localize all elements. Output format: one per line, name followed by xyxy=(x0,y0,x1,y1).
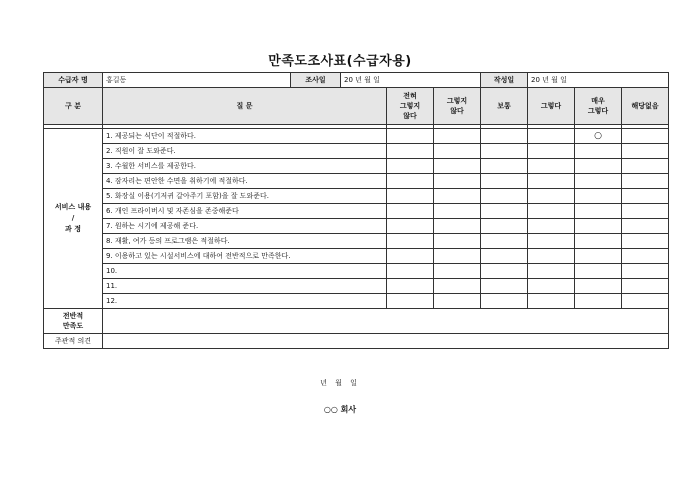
table-row xyxy=(44,264,669,279)
answer-cell[interactable] xyxy=(387,279,434,294)
option-header: 매우 그렇다 xyxy=(575,88,622,125)
answer-cell[interactable] xyxy=(575,294,622,309)
footer-date: 년 월 일 xyxy=(320,379,360,387)
overall-label: 전반적 만족도 xyxy=(44,309,103,334)
question-text: 7. 원하는 시기에 제공해 준다. xyxy=(103,219,387,234)
answer-cell[interactable] xyxy=(481,264,528,279)
answer-cell[interactable] xyxy=(434,279,481,294)
opinion-value[interactable] xyxy=(103,334,669,349)
answer-cell[interactable] xyxy=(387,234,434,249)
answer-cell[interactable] xyxy=(528,159,575,174)
name-label: 수급자 명 xyxy=(44,73,103,88)
survey-table xyxy=(43,72,669,349)
answer-cell[interactable] xyxy=(622,174,669,189)
answer-cell[interactable] xyxy=(622,144,669,159)
answer-cell[interactable] xyxy=(387,249,434,264)
answer-cell[interactable] xyxy=(622,234,669,249)
info-row xyxy=(44,73,669,88)
answer-cell[interactable] xyxy=(434,129,481,144)
answer-cell[interactable] xyxy=(434,264,481,279)
answer-cell[interactable] xyxy=(622,159,669,174)
question-text: 6. 개인 프라이버시 및 자존심을 존중해준다 xyxy=(103,204,387,219)
answer-cell[interactable] xyxy=(434,159,481,174)
answer-cell[interactable] xyxy=(387,264,434,279)
answer-cell[interactable] xyxy=(434,294,481,309)
answer-cell[interactable] xyxy=(528,219,575,234)
option-header: 보통 xyxy=(481,88,528,125)
answer-cell[interactable] xyxy=(434,219,481,234)
table-row xyxy=(44,249,669,264)
answer-cell[interactable] xyxy=(387,174,434,189)
answer-cell[interactable] xyxy=(575,219,622,234)
answer-cell[interactable] xyxy=(622,129,669,144)
answer-cell[interactable] xyxy=(575,129,622,144)
survey-date-value[interactable]: 20 년 월 일 xyxy=(341,73,481,88)
answer-cell[interactable] xyxy=(575,249,622,264)
answer-cell[interactable] xyxy=(481,204,528,219)
answer-cell[interactable] xyxy=(622,279,669,294)
table-row xyxy=(44,174,669,189)
question-text: 3. 수월한 서비스를 제공한다. xyxy=(103,159,387,174)
answer-cell[interactable] xyxy=(622,249,669,264)
answer-cell[interactable] xyxy=(387,294,434,309)
written-date-value[interactable]: 20 년 월 일 xyxy=(528,73,669,88)
answer-cell[interactable] xyxy=(575,189,622,204)
survey-date-label: 조사일 xyxy=(291,73,341,88)
answer-cell[interactable] xyxy=(528,249,575,264)
answer-cell[interactable] xyxy=(434,204,481,219)
answer-cell[interactable] xyxy=(622,219,669,234)
answer-cell[interactable] xyxy=(387,144,434,159)
answer-cell[interactable] xyxy=(528,204,575,219)
overall-row xyxy=(44,309,669,334)
answer-cell[interactable] xyxy=(575,204,622,219)
question-text: 10. xyxy=(103,264,387,279)
question-text: 5. 화장실 이용(기저귀 갈아주기 포함)을 잘 도와준다. xyxy=(103,189,387,204)
header-row xyxy=(44,88,669,125)
answer-cell[interactable] xyxy=(387,189,434,204)
answer-cell[interactable] xyxy=(481,234,528,249)
answer-cell[interactable] xyxy=(622,189,669,204)
table-row xyxy=(44,294,669,309)
table-row xyxy=(44,159,669,174)
answer-cell[interactable] xyxy=(387,219,434,234)
answer-cell[interactable] xyxy=(528,174,575,189)
question-text: 1. 제공되는 식단이 적절하다. xyxy=(103,129,387,144)
answer-cell[interactable] xyxy=(528,294,575,309)
answer-cell[interactable] xyxy=(575,279,622,294)
name-value[interactable]: 홍길동 xyxy=(103,73,291,88)
answer-cell[interactable] xyxy=(387,129,434,144)
answer-cell[interactable] xyxy=(481,129,528,144)
question-text: 11. xyxy=(103,279,387,294)
answer-cell[interactable] xyxy=(575,144,622,159)
answer-cell[interactable] xyxy=(622,294,669,309)
answer-cell[interactable] xyxy=(481,174,528,189)
table-row xyxy=(44,204,669,219)
option-header: 그렇다 xyxy=(528,88,575,125)
answer-cell[interactable] xyxy=(481,159,528,174)
footer-company: ○○ 회사 xyxy=(323,405,357,414)
answer-cell[interactable] xyxy=(481,279,528,294)
table-row xyxy=(44,219,669,234)
answer-cell[interactable] xyxy=(481,144,528,159)
opinion-row xyxy=(44,334,669,349)
category-header: 구 분 xyxy=(44,88,103,125)
answer-cell[interactable] xyxy=(575,234,622,249)
question-header: 질 문 xyxy=(103,88,387,125)
answer-cell[interactable] xyxy=(622,264,669,279)
category-label: 서비스 내용 / 과 정 xyxy=(44,129,103,309)
table-row xyxy=(44,144,669,159)
answer-mark: ○ xyxy=(594,131,602,141)
answer-cell[interactable] xyxy=(575,174,622,189)
question-text: 8. 재활, 여가 등의 프로그램은 적절하다. xyxy=(103,234,387,249)
written-date-label: 작성일 xyxy=(481,73,528,88)
question-rows xyxy=(44,129,669,309)
answer-cell[interactable] xyxy=(434,174,481,189)
answer-cell[interactable] xyxy=(481,189,528,204)
overall-value[interactable] xyxy=(103,309,669,334)
table-row xyxy=(44,279,669,294)
document-title: 만족도조사표(수급자용) xyxy=(268,54,412,69)
answer-cell[interactable] xyxy=(481,249,528,264)
answer-cell[interactable] xyxy=(528,144,575,159)
answer-cell[interactable] xyxy=(387,159,434,174)
answer-cell[interactable] xyxy=(481,219,528,234)
answer-cell[interactable] xyxy=(434,189,481,204)
question-text: 12. xyxy=(103,294,387,309)
answer-cell[interactable] xyxy=(434,249,481,264)
option-header: 해당없음 xyxy=(622,88,669,125)
answer-cell[interactable] xyxy=(528,234,575,249)
answer-cell[interactable] xyxy=(387,204,434,219)
answer-cell[interactable] xyxy=(528,129,575,144)
table-row xyxy=(44,129,669,144)
answer-cell[interactable] xyxy=(528,264,575,279)
option-header: 전혀 그렇지 않다 xyxy=(387,88,434,125)
question-text: 2. 직원이 잘 도와준다. xyxy=(103,144,387,159)
question-text: 9. 이용하고 있는 시설서비스에 대하여 전반적으로 만족한다. xyxy=(103,249,387,264)
answer-cell[interactable] xyxy=(434,144,481,159)
opinion-label: 주관적 의견 xyxy=(44,334,103,349)
answer-cell[interactable] xyxy=(434,234,481,249)
table-row xyxy=(44,234,669,249)
answer-cell[interactable] xyxy=(481,294,528,309)
option-header: 그렇지 않다 xyxy=(434,88,481,125)
answer-cell[interactable] xyxy=(622,204,669,219)
answer-cell[interactable] xyxy=(575,159,622,174)
table-row xyxy=(44,189,669,204)
answer-cell[interactable] xyxy=(528,189,575,204)
question-text: 4. 잠자리는 편안한 수면을 취하기에 적절하다. xyxy=(103,174,387,189)
answer-cell[interactable] xyxy=(575,264,622,279)
answer-cell[interactable] xyxy=(528,279,575,294)
